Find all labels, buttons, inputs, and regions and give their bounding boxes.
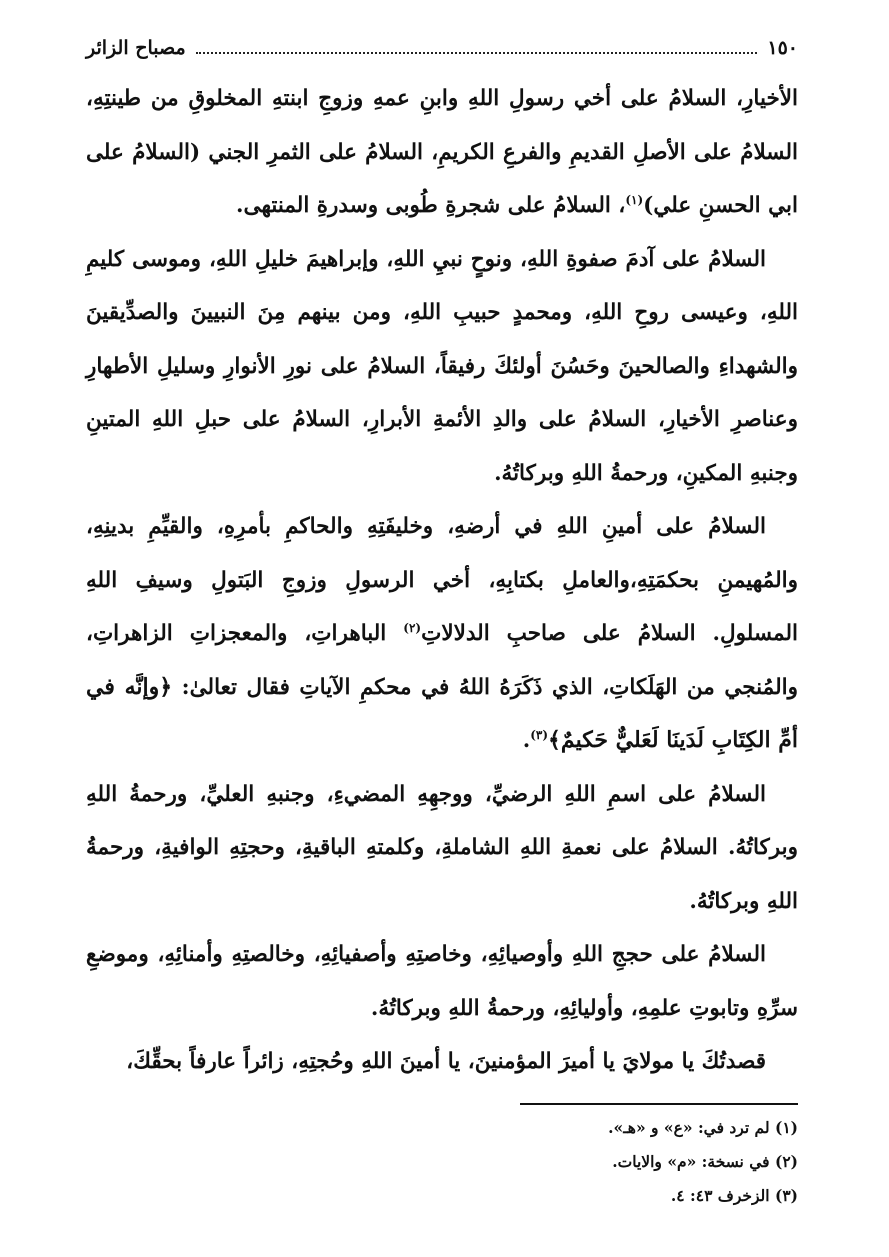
paragraph-3	[86, 500, 798, 768]
paragraph-5-text: السلامُ على حججِ اللهِ وأوصيائِهِ، وخاصتِهِ وأصفيائِهِ، وخالصتِهِ وأمنائِهِ، وموضعِ سرِّهِ وتابوتِ علمِهِ، وأوليائِهِ، ورحمةُ اللهِ وبركاتُهُ.	[86, 942, 798, 1021]
paragraph-5	[86, 928, 798, 1035]
body-text	[86, 72, 798, 1089]
footnote-ref-3: (٣)	[530, 727, 549, 742]
page-number: ١٥٠	[767, 37, 798, 59]
running-head	[86, 30, 798, 66]
footnote-3: (٣) الزخرف ٤٣: ٤.	[670, 1185, 798, 1205]
paragraph-4-text: السلامُ على اسمِ اللهِ الرضيِّ، ووجهِهِ المضيءِ، وجنبهِ العليِّ، ورحمةُ اللهِ وبركاتُهُ. السلامُ على نعمةِ اللهِ الشاملةِ، وكلمتهِ الباقيةِ، وحجتِهِ الوافيةِ، ورحمةُ اللهِ وبركاتُهُ.	[86, 781, 798, 914]
paragraph-6-text: قصدتُكَ يا مولايَ يا أميرَ المؤمنينَ، يا أمينَ اللهِ وحُجتِهِ، زائراً عارفاً بحقِّكَ،	[126, 1049, 766, 1074]
paragraph-4	[86, 768, 798, 929]
paragraph-2	[86, 233, 798, 501]
leader-dots	[196, 30, 758, 54]
footnotes	[86, 1111, 798, 1213]
document-page	[86, 30, 798, 1230]
paragraph-6	[86, 1035, 798, 1089]
paragraph-1	[86, 72, 798, 233]
quran-quote: ﴿وإنَّه في أمِّ الكِتَابِ لَدَينَا لَعَليٌّ حَكيمٌ﴾	[86, 673, 798, 753]
footnote-ref-1: (١)	[625, 192, 644, 207]
footnote-ref-2: (٢)	[403, 620, 422, 635]
book-title: مصباح الزائر	[86, 37, 186, 59]
footnote-1: (١) لم ترد في: «ع» و «هـ».	[608, 1117, 798, 1137]
paragraph-3-tail: .	[522, 728, 531, 753]
footnote-2: (٢) في نسخة: «م» والايات.	[612, 1151, 798, 1171]
footnote-divider	[520, 1103, 798, 1105]
paragraph-1-tail: ، السلامُ على شجرةِ طُوبى وسدرةِ المنتهى.	[236, 193, 626, 218]
paragraph-2-text: السلامُ على آدمَ صفوةِ اللهِ، ونوحٍ نبيِ اللهِ، وإبراهيمَ خليلِ اللهِ، وموسى كليمِ اللهِ، وعيسى روحِ اللهِ، ومحمدٍ حبيبِ اللهِ، ومن بينهم مِنَ النبيينَ والصدِّيقينَ والشهداءِ والصالحينَ وحَسُنَ أولئكَ رفيقاً، السلامُ على نورِ الأنوارِ وسليلِ الأطهارِ وعناصرِ الأخيارِ، السلامُ على والدِ الأئمةِ الأبرارِ، السلامُ على حبلِ اللهِ المتينِ وجنبهِ المكينِ، ورحمةُ اللهِ وبركاتُهُ.	[86, 246, 798, 486]
paragraph-3-text: السلامُ على أمينِ اللهِ في أرضهِ، وخليفَتِهِ والحاكمِ بأمرِهِ، والقيِّمِ بدينِهِ، والمُهيمنِ بحكمَتِهِ،والعاملِ بكتابِهِ، أخي الرسولِ وزوجِ البَتولِ وسيفِ اللهِ المسلولِ. السلامُ على صاحبِ الدلالاتِ	[86, 514, 799, 646]
paragraph-1-text: الأخيارِ، السلامُ على أخي رسولِ اللهِ وابنِ عمهِ وزوجِ ابنتهِ المخلوقِ من طينتِهِ، السلامُ على الأصلِ القديمِ والفرعِ الكريمِ، السلامُ على الثمرِ الجني (السلامُ على ابي الحسنِ علي)	[86, 86, 798, 218]
paragraph-3-mid: الباهراتِ، والمعجزاتِ الزاهراتِ، والمُنجي من الهَلَكاتِ، الذي ذَكَرَهُ اللهُ في محكمِ الآياتِ فقال تعالىٰ:	[86, 621, 798, 700]
